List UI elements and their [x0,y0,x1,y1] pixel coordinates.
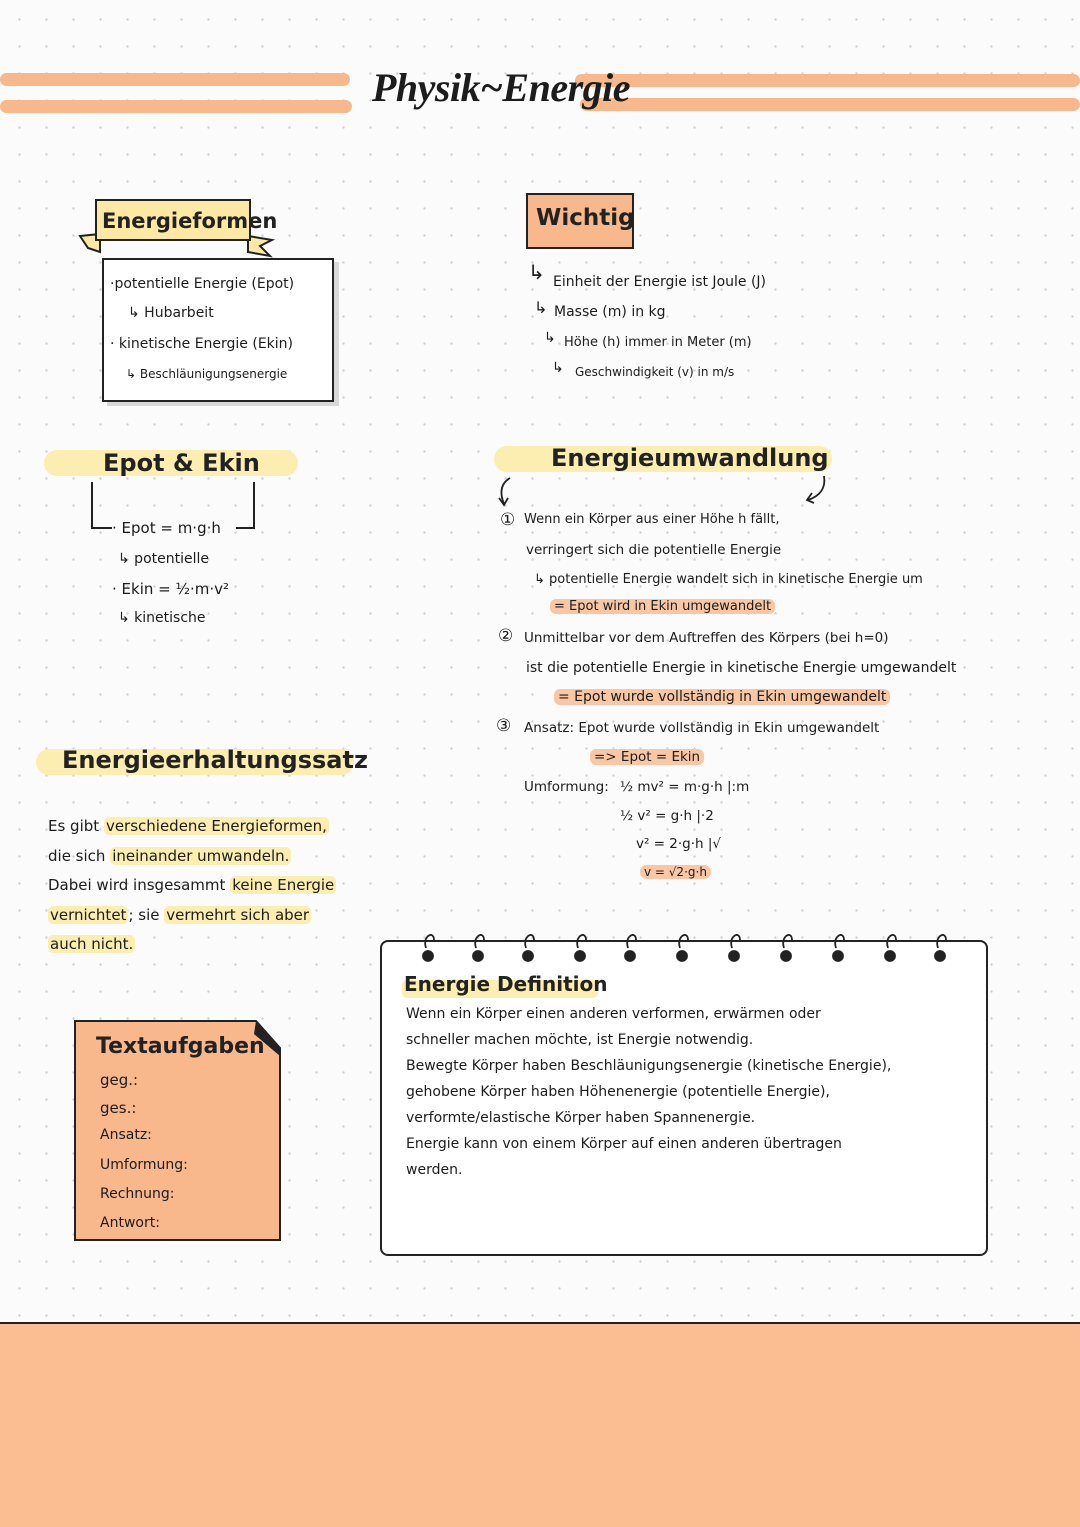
erhaltung-text [48,812,368,960]
epot-ekin-heading: Epot & Ekin [103,449,260,477]
umformung-step-2: ½ v² = g·h |·2 [620,808,714,824]
energieformen-heading: Energieformen [102,209,278,233]
marker-2: ② [498,626,514,646]
umwandlung-line-1c: ↳ potentielle Energie wandelt sich in kinetische Energie um [534,572,923,587]
ring-4 [575,935,586,961]
energieformen-item-1: ·potentielle Energie (Epot) [110,276,295,292]
definition-line-7: werden. [406,1162,463,1178]
marker-3: ③ [496,716,512,736]
wichtig-arrow-4: ↳ [552,360,564,376]
wichtig-arrow-1: ↳ [528,260,545,284]
umformung-label: Umformung: [524,779,609,795]
textaufgaben-item-6: Antwort: [100,1215,160,1231]
wichtig-arrow-2: ↳ [534,298,548,317]
energieformen-item-4: ↳ Beschläunigungsenergie [126,367,288,381]
ring-6 [677,935,688,961]
curved-arrow-left-icon [494,474,524,510]
erhaltung-w6: keine Energie [232,876,335,894]
definition-line-4: gehobene Körper haben Höhenenergie (potentielle Energie), [406,1084,830,1100]
umwandlung-line-3a: Ansatz: Epot wurde vollständig in Ekin umgewandelt [524,720,880,736]
umformung-step-4: v = √2·g·h [640,865,711,879]
textaufgaben-item-1: geg.: [100,1071,139,1089]
umwandlung-line-3b: => Epot = Ekin [590,749,704,765]
ring-5 [625,935,636,961]
erhaltung-w9: vermehrt sich aber [166,905,310,924]
page-title: Physik~Energie [372,65,631,110]
ring-1 [423,935,434,961]
formula-ekin: · Ekin = ½·m·v² [112,580,230,598]
title-stripe-left-2 [0,100,352,113]
umwandlung-line-1b: verringert sich die potentielle Energie [526,542,782,558]
formula-epot: · Epot = m·g·h [112,519,221,537]
curved-arrow-right-icon [800,472,830,508]
ring-11 [935,935,946,961]
footer-band [0,1322,1080,1527]
definition-line-6: Energie kann von einem Körper auf einen anderen übertragen [406,1136,842,1152]
umwandlung-line-2b: ist die potentielle Energie in kinetische Energie umgewandelt [526,660,957,676]
definition-line-5: verformte/elastische Körper haben Spannenergie. [406,1110,756,1126]
ribbon-tail-right [248,236,272,256]
wichtig-arrow-3: ↳ [544,330,556,346]
umwandlung-line-2c: = Epot wurde vollständig in Ekin umgewandelt [554,689,890,705]
wichtig-item-3: Höhe (h) immer in Meter (m) [564,335,752,350]
definition-line-2: schneller machen möchte, ist Energie notwendig. [406,1032,754,1048]
ring-8 [781,935,792,961]
definition-line-1: Wenn ein Körper einen anderen verformen, erwärmen oder [406,1006,821,1022]
erhaltung-w3: die sich [48,846,106,865]
ring-7 [729,935,740,961]
erhaltung-w10: auch nicht. [50,935,134,953]
wichtig-heading: Wichtig [536,205,635,231]
label-potentielle: ↳ potentielle [118,551,209,567]
erhaltung-heading: Energieerhaltungssatz [62,746,368,774]
wichtig-item-2: Masse (m) in kg [554,304,666,320]
umwandlung-line-1a: Wenn ein Körper aus einer Höhe h fällt, [524,512,780,527]
ring-10 [885,935,896,961]
wichtig-item-4: Geschwindigkeit (v) in m/s [575,365,735,379]
title-stripe-left-1 [0,73,350,86]
energieformen-item-2: ↳ Hubarbeit [128,305,214,321]
umwandlung-line-1d: = Epot wird in Ekin umgewandelt [550,599,775,614]
textaufgaben-item-4: Umformung: [100,1157,188,1173]
title-stripe-right-2 [580,98,1080,111]
wichtig-item-1: Einheit der Energie ist Joule (J) [553,274,767,290]
erhaltung-w1: Es gibt [48,817,100,835]
textaufgaben-item-3: Ansatz: [100,1127,152,1143]
umformung-step-3: v² = 2·g·h |√ [636,836,722,852]
umformung-step-1: ½ mv² = m·g·h |:m [620,779,750,795]
erhaltung-w4: ineinander umwandeln. [112,846,290,865]
spiral-binding [410,928,970,964]
label-kinetische: ↳ kinetische [118,610,206,626]
title-stripe-right-1 [575,74,1080,87]
textaufgaben-heading: Textaufgaben [96,1034,265,1059]
umwandlung-line-2a: Unmittelbar vor dem Auftreffen des Körpers (bei h=0) [524,630,889,646]
ring-2 [473,935,484,961]
definition-line-3: Bewegte Körper haben Beschläunigungsenergie (kinetische Energie), [406,1058,892,1074]
erhaltung-w7: vernichtet [50,905,127,924]
ring-9 [833,935,844,961]
erhaltung-w5: Dabei wird insgesammt [48,876,226,894]
textaufgaben-item-5: Rechnung: [100,1186,175,1202]
erhaltung-w8: ; sie [128,905,160,924]
textaufgaben-item-2: ges.: [100,1099,137,1117]
marker-1: ① [500,510,516,530]
energieumwandlung-heading: Energieumwandlung [551,444,829,472]
energieformen-item-3: · kinetische Energie (Ekin) [110,336,294,352]
ring-3 [523,935,534,961]
erhaltung-w2: verschiedene Energieformen, [105,817,327,835]
definition-heading: Energie Definition [404,972,608,996]
